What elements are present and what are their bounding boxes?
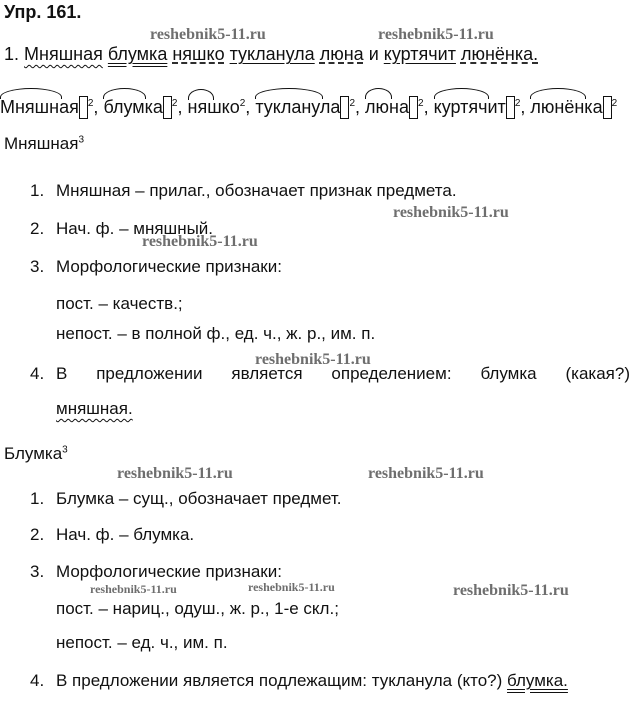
sentence-word: тукланула [229, 44, 315, 64]
root-arc-icon [255, 88, 323, 99]
watermark: reshebnik5-11.ru [142, 233, 258, 250]
morph-word: няшко [188, 89, 240, 118]
sentence-word: Мняшная [24, 44, 103, 64]
list-item: 2. Нач. ф. – мняшный. [30, 219, 214, 238]
sentence-word: няшко [172, 44, 225, 64]
list-item: 3. Морфологические признаки: [30, 257, 282, 276]
section-heading: Блумка$^3$ [4, 444, 68, 463]
list-item: 1. Мняшная – прилаг., обозначает признак предмета. [30, 181, 457, 200]
morph-word: люнёнка [530, 88, 611, 119]
list-item: пост. – качеств.; [56, 294, 183, 313]
sentence-word: куртячит [383, 44, 456, 64]
watermark: reshebnik5-11.ru [248, 580, 335, 594]
list-item: 4. В предложении является подлежащим: тукланула (кто?) блумка. [30, 671, 568, 690]
list-item: 3. Морфологические признаки: [30, 562, 282, 581]
sentence-word: люнёнка. [460, 44, 539, 64]
watermark: reshebnik5-11.ru [150, 26, 266, 43]
list-item: 4. В предложении является определением: блумка (какая?) [30, 364, 630, 383]
root-arc-icon [103, 88, 145, 99]
sentence-word: люна [319, 44, 364, 64]
watermark: reshebnik5-11.ru [453, 582, 569, 599]
sentence-word: блумка [107, 44, 168, 64]
section-heading: Мняшная$^3$ [4, 134, 85, 153]
list-item: непост. – в полной ф., ед. ч., ж. р., им. п. [56, 324, 376, 343]
list-item: непост. – ед. ч., им. п. [56, 633, 228, 652]
root-arc-icon [530, 88, 585, 99]
list-item: 2. Нач. ф. – блумка. [30, 525, 195, 544]
example-sentence [4, 44, 538, 65]
ending-box [506, 96, 515, 119]
morph-word: куртячит [434, 88, 515, 119]
sentence-number: 1. [4, 44, 20, 64]
watermark: reshebnik5-11.ru [368, 465, 484, 482]
morph-word: люна [365, 88, 418, 119]
root-arc-icon [188, 89, 214, 100]
ending-box [163, 96, 172, 119]
root-arc-icon [434, 88, 489, 99]
morphemic-analysis: Мняшная $^2$, блумка $^2$, няшко$^2$, тукланула $^2$, люна $^2$, куртячит $^2$, люнёнка $^2$ [0, 88, 617, 119]
exercise-title: Упр. 161. [4, 2, 82, 22]
list-item-continuation: мняшная. [56, 399, 133, 418]
watermark: reshebnik5-11.ru [90, 582, 177, 596]
ending-box [340, 96, 349, 119]
morph-word: Мняшная [0, 88, 88, 119]
watermark: reshebnik5-11.ru [378, 26, 494, 43]
root-arc-icon [0, 88, 62, 99]
sentence-word: и [368, 44, 379, 64]
morph-word: тукланула [255, 88, 349, 119]
morph-word: блумка [103, 88, 171, 119]
ending-box [603, 96, 612, 119]
ending-box [409, 96, 418, 119]
watermark: reshebnik5-11.ru [393, 204, 509, 221]
list-item: 1. Блумка – сущ., обозначает предмет. [30, 489, 342, 508]
root-arc-icon [365, 88, 392, 99]
ending-box [79, 96, 88, 119]
list-item: пост. – нариц., одуш., ж. р., 1-е скл.; [56, 599, 339, 618]
watermark: reshebnik5-11.ru [255, 351, 371, 368]
watermark: reshebnik5-11.ru [117, 465, 233, 482]
